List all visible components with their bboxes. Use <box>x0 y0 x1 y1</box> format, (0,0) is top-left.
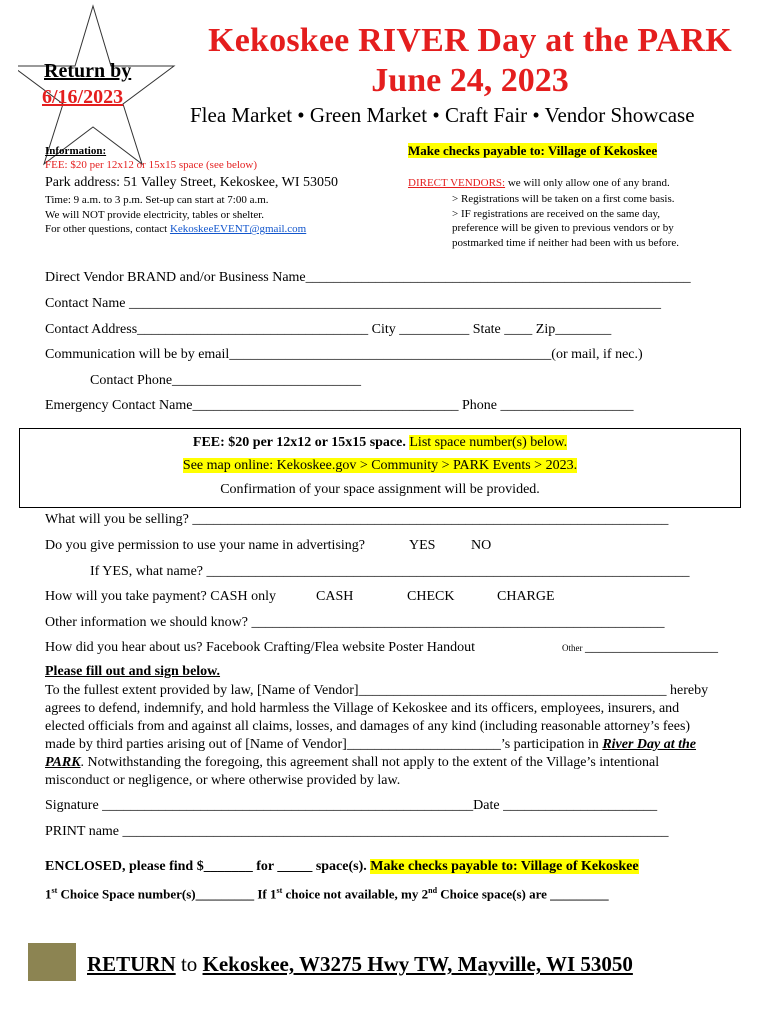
fee-box-map-link: See map online: Kekoskee.gov > Community > PARK Events > 2023. <box>182 458 578 473</box>
fee-box-line3: Confirmation of your space assignment will be provided. <box>220 482 540 497</box>
event-name: River Day at the PARK <box>45 737 697 770</box>
info-heading: Information: <box>45 145 107 157</box>
permission-no[interactable]: NO <box>471 538 492 553</box>
rule-line: preference will be given to previous vendors or by <box>452 222 674 235</box>
olive-square <box>28 943 76 981</box>
info-fee: FEE: $20 per 12x12 or 15x15 space (see below) <box>45 159 258 171</box>
other-info-field[interactable]: Other information we should know? ___________________________________________________________ <box>45 615 665 630</box>
sign-heading: Please fill out and sign below. <box>45 664 221 679</box>
if-yes-name-field[interactable]: If YES, what name? _____________________________________________________________________ <box>90 564 690 579</box>
fee-box-fee: FEE: $20 per 12x12 or 15x15 space. <box>192 435 410 450</box>
enclosed-payable: Make checks payable to: Village of Kekoskee <box>370 859 639 874</box>
info-no-provide: We will NOT provide electricity, tables or shelter. <box>45 208 265 221</box>
return-by-label: Return by <box>44 60 132 82</box>
brand-field[interactable]: Direct Vendor BRAND and/or Business Name_______________________________________________________ <box>45 270 691 285</box>
contact-name-field[interactable]: Contact Name ____________________________________________________________________________ <box>45 296 661 311</box>
signature-field[interactable]: Signature _____________________________________________________Date ______________________ <box>45 798 658 813</box>
space-choice-line[interactable] <box>45 886 609 902</box>
return-address-text: Kekoskee, W3275 Hwy TW, Mayville, WI 53050 <box>202 952 633 976</box>
permission-question: Do you give permission to use your name in advertising? <box>45 538 365 553</box>
contact-email-link[interactable]: KekoskeeEVENT@gmail.com <box>169 223 307 236</box>
fee-box-line1 <box>20 435 740 451</box>
park-address: Park address: 51 Valley Street, Kekoskee, WI 53050 <box>45 175 339 190</box>
registration-rules <box>452 192 679 250</box>
return-by-date: 6/16/2023 <box>42 86 124 108</box>
hear-other-label: Other <box>562 643 583 653</box>
indemnity-text-b: . Notwithstanding the foregoing, this agreement shall not apply to the extent of the Village’s intentional misconduct or negligence, or where otherwise provided by law. <box>45 755 660 788</box>
permission-yes[interactable]: YES <box>409 538 436 553</box>
checks-payable <box>408 143 657 159</box>
fee-box <box>19 428 741 508</box>
info-time: Time: 9 a.m. to 3 p.m. Set-up can start at 7:00 a.m. <box>45 194 269 206</box>
contact-phone-field[interactable]: Contact Phone___________________________ <box>90 373 362 388</box>
emergency-contact-field[interactable]: Emergency Contact Name______________________________________ Phone ___________________ <box>45 398 634 413</box>
enclosed-text: ENCLOSED, please find $_______ for _____ space(s). <box>45 859 371 874</box>
hear-other-field[interactable]: ___________________ <box>585 640 718 655</box>
choice-text: Choice Space number(s)_________ If 1 <box>57 886 277 902</box>
choice-sup: nd <box>428 886 438 895</box>
choice-text: choice not available, my 2 <box>282 886 429 902</box>
info-contact <box>45 222 306 237</box>
event-date: June 24, 2023 <box>371 62 569 99</box>
event-subtitle: Flea Market • Green Market • Craft Fair • Vendor Showcase <box>190 103 695 127</box>
fee-box-list-spaces: List space number(s) below. <box>409 435 568 450</box>
direct-vendors-text: we will only allow one of any brand. <box>505 177 670 189</box>
choice-text: Choice space(s) are _________ <box>437 886 609 902</box>
hear-about-question[interactable]: How did you hear about us? Facebook Crafting/Flea website Poster Handout <box>45 640 476 655</box>
rule-line: postmarked time if neither had been with us before. <box>452 236 679 249</box>
rule-line: > IF registrations are received on the same day, <box>452 207 660 220</box>
rule-line: > Registrations will be taken on a first come basis. <box>452 193 675 205</box>
print-name-field[interactable]: PRINT name ______________________________________________________________________________ <box>45 824 669 839</box>
return-word: RETURN <box>87 952 176 976</box>
indemnity-text-a: To the fullest extent provided by law, [Name of Vendor]____________________________________________ hereby agrees to defend, indemnify, and hold harmless the Village of Kekoskee and its officers, employees, insurers, and elected officials from and against all claims, losses, and damages of any kind (including reasonable attorney’s fees) made by third parties arising out of [Name of Vendor]______________________’s participation in <box>45 683 709 752</box>
contact-address-field[interactable]: Contact Address_________________________________ City __________ State ____ Zip________ <box>45 322 612 337</box>
email-field[interactable]: Communication will be by email______________________________________________(or mail, if nec.) <box>45 347 643 362</box>
enclosed-line[interactable] <box>45 859 639 875</box>
return-to: to <box>175 952 203 976</box>
indemnity-text <box>45 682 720 790</box>
fee-box-line2 <box>20 458 740 474</box>
page-title: Kekoskee RIVER Day at the PARK <box>208 22 732 59</box>
payment-check[interactable]: CHECK <box>407 589 455 604</box>
direct-vendors <box>408 177 670 189</box>
payment-charge[interactable]: CHARGE <box>497 589 555 604</box>
choice-sup: st <box>51 886 58 895</box>
selling-field[interactable]: What will you be selling? ____________________________________________________________________ <box>45 512 669 527</box>
info-details <box>45 193 306 237</box>
payment-cash[interactable]: CASH <box>316 589 354 604</box>
info-contact-prefix: For other questions, contact <box>45 223 170 236</box>
choice-sup: st <box>276 886 283 895</box>
direct-vendors-label: DIRECT VENDORS: <box>408 177 506 189</box>
checks-payable-text: Make checks payable to: Village of Kekoskee <box>408 143 658 158</box>
payment-question: How will you take payment? CASH only <box>45 589 276 604</box>
choice-text: 1 <box>45 886 52 902</box>
return-address <box>87 952 633 977</box>
